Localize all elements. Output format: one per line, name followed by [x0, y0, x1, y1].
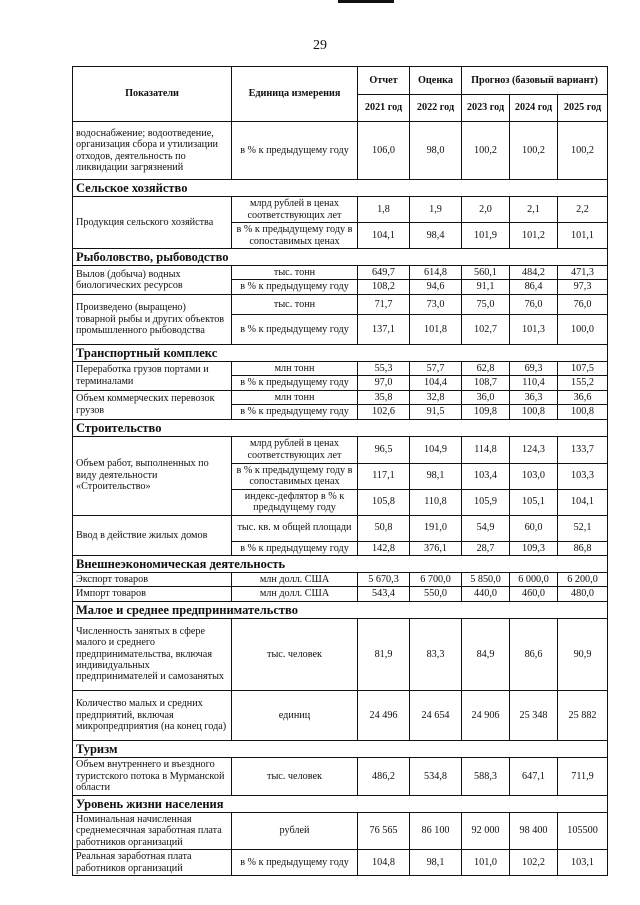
value-cell: 81,9: [358, 618, 410, 690]
section-row: [73, 344, 608, 361]
value-cell: 36,6: [558, 390, 608, 404]
value-cell: 100,2: [462, 122, 510, 180]
unit-cell: тыс. кв. м общей площади: [232, 515, 358, 541]
value-cell: 54,9: [462, 515, 510, 541]
unit-cell: в % к предыдущему году: [232, 850, 358, 876]
indicator-name: Переработка грузов портами и терминалами: [73, 361, 232, 390]
value-cell: 86 100: [410, 812, 462, 849]
value-cell: 25 348: [510, 690, 558, 740]
value-cell: 36,3: [510, 390, 558, 404]
unit-cell: тыс. человек: [232, 757, 358, 795]
value-cell: 647,1: [510, 757, 558, 795]
unit-cell: в % к предыдущему году: [232, 405, 358, 419]
value-cell: 55,3: [358, 361, 410, 375]
value-cell: 649,7: [358, 266, 410, 280]
table-row: [73, 197, 608, 223]
value-cell: 110,4: [510, 376, 558, 390]
value-cell: 24 496: [358, 690, 410, 740]
value-cell: 108,2: [358, 280, 410, 294]
value-cell: 105,8: [358, 489, 410, 515]
value-cell: 83,3: [410, 618, 462, 690]
section-title: Строительство: [73, 419, 608, 436]
value-cell: 98,1: [410, 463, 462, 489]
value-cell: 5 850,0: [462, 572, 510, 586]
value-cell: 62,8: [462, 361, 510, 375]
indicator-name: Объем работ, выполненных по виду деятельности «Строительство»: [73, 436, 232, 515]
unit-cell: тыс. тонн: [232, 266, 358, 280]
value-cell: 60,0: [510, 515, 558, 541]
indicator-name: водоснабжение; водоотведение, организация сбора и утилизации отходов, деятельность по ликвидации загрязнений: [73, 122, 232, 180]
unit-cell: в % к предыдущему году в сопоставимых ценах: [232, 223, 358, 249]
value-cell: 75,0: [462, 294, 510, 314]
table-row: [73, 266, 608, 280]
value-cell: 97,3: [558, 280, 608, 294]
section-title: Туризм: [73, 740, 608, 757]
value-cell: 90,9: [558, 618, 608, 690]
unit-cell: млн долл. США: [232, 572, 358, 586]
value-cell: 117,1: [358, 463, 410, 489]
value-cell: 440,0: [462, 587, 510, 601]
header-year-2022: 2022 год: [410, 95, 462, 122]
value-cell: 76,0: [510, 294, 558, 314]
indicator-name: Импорт товаров: [73, 587, 232, 601]
unit-cell: в % к предыдущему году: [232, 314, 358, 344]
top-edge-mark: [338, 0, 394, 3]
value-cell: 101,3: [510, 314, 558, 344]
unit-cell: в % к предыдущему году: [232, 122, 358, 180]
indicator-name: Ввод в действие жилых домов: [73, 515, 232, 555]
value-cell: 36,0: [462, 390, 510, 404]
value-cell: 92 000: [462, 812, 510, 849]
value-cell: 57,7: [410, 361, 462, 375]
header-year-2023: 2023 год: [462, 95, 510, 122]
value-cell: 543,4: [358, 587, 410, 601]
value-cell: 98 400: [510, 812, 558, 849]
value-cell: 103,0: [510, 463, 558, 489]
value-cell: 94,6: [410, 280, 462, 294]
page-number: 29: [313, 38, 327, 53]
value-cell: 6 700,0: [410, 572, 462, 586]
indicator-name: Объем внутреннего и въездного туристского потока в Мурманской области: [73, 757, 232, 795]
value-cell: 137,1: [358, 314, 410, 344]
value-cell: 24 654: [410, 690, 462, 740]
indicator-name: Количество малых и средних предприятий, включая микропредприятия (на конец года): [73, 690, 232, 740]
unit-cell: индекс-дефлятор в % к предыдущему году: [232, 489, 358, 515]
section-row: [73, 419, 608, 436]
value-cell: 101,1: [558, 223, 608, 249]
section-row: [73, 601, 608, 618]
value-cell: 486,2: [358, 757, 410, 795]
indicator-name: Численность занятых в сфере малого и среднего предпринимательства, включая индивидуальных предпринимателей и самозанятых: [73, 618, 232, 690]
value-cell: 98,0: [410, 122, 462, 180]
value-cell: 98,1: [410, 850, 462, 876]
value-cell: 110,8: [410, 489, 462, 515]
header-forecast: Прогноз (базовый вариант): [462, 67, 608, 95]
section-row: [73, 249, 608, 266]
unit-cell: единиц: [232, 690, 358, 740]
value-cell: 102,7: [462, 314, 510, 344]
value-cell: 484,2: [510, 266, 558, 280]
value-cell: 100,8: [558, 405, 608, 419]
value-cell: 133,7: [558, 436, 608, 463]
value-cell: 73,0: [410, 294, 462, 314]
table-row: [73, 618, 608, 690]
section-title: Сельское хозяйство: [73, 180, 608, 197]
unit-cell: рублей: [232, 812, 358, 849]
value-cell: 711,9: [558, 757, 608, 795]
header-year-2024: 2024 год: [510, 95, 558, 122]
section-title: Транспортный комплекс: [73, 344, 608, 361]
header-indicators: Показатели: [73, 67, 232, 122]
value-cell: 588,3: [462, 757, 510, 795]
value-cell: 104,9: [410, 436, 462, 463]
value-cell: 2,0: [462, 197, 510, 223]
value-cell: 142,8: [358, 541, 410, 555]
value-cell: 106,0: [358, 122, 410, 180]
table-row: [73, 572, 608, 586]
unit-cell: млн тонн: [232, 390, 358, 404]
table-row: [73, 850, 608, 876]
value-cell: 76,0: [558, 294, 608, 314]
value-cell: 105500: [558, 812, 608, 849]
section-row: [73, 180, 608, 197]
header-row-1: [73, 67, 608, 95]
unit-cell: млрд рублей в ценах соответствующих лет: [232, 197, 358, 223]
value-cell: 84,9: [462, 618, 510, 690]
value-cell: 97,0: [358, 376, 410, 390]
value-cell: 76 565: [358, 812, 410, 849]
header-report: Отчет: [358, 67, 410, 95]
value-cell: 86,8: [558, 541, 608, 555]
header-unit: Единица измерения: [232, 67, 358, 122]
value-cell: 69,3: [510, 361, 558, 375]
value-cell: 105,1: [510, 489, 558, 515]
value-cell: 28,7: [462, 541, 510, 555]
value-cell: 550,0: [410, 587, 462, 601]
value-cell: 100,8: [510, 405, 558, 419]
value-cell: 86,4: [510, 280, 558, 294]
table-row: [73, 587, 608, 601]
unit-cell: тыс. человек: [232, 618, 358, 690]
value-cell: 101,0: [462, 850, 510, 876]
table-row: [73, 436, 608, 463]
value-cell: 91,5: [410, 405, 462, 419]
indicator-name: Продукция сельского хозяйства: [73, 197, 232, 249]
value-cell: 98,4: [410, 223, 462, 249]
table-row: [73, 757, 608, 795]
header-estimate: Оценка: [410, 67, 462, 95]
value-cell: 52,1: [558, 515, 608, 541]
value-cell: 100,0: [558, 314, 608, 344]
section-row: [73, 795, 608, 812]
value-cell: 124,3: [510, 436, 558, 463]
value-cell: 104,1: [558, 489, 608, 515]
value-cell: 614,8: [410, 266, 462, 280]
value-cell: 1,8: [358, 197, 410, 223]
value-cell: 1,9: [410, 197, 462, 223]
value-cell: 102,6: [358, 405, 410, 419]
value-cell: 6 000,0: [510, 572, 558, 586]
indicator-name: Произведено (выращено) товарной рыбы и других объектов промышленного рыбоводства: [73, 294, 232, 344]
value-cell: 32,8: [410, 390, 462, 404]
unit-cell: тыс. тонн: [232, 294, 358, 314]
unit-cell: в % к предыдущему году: [232, 376, 358, 390]
indicator-name: Вылов (добыча) водных биологических ресурсов: [73, 266, 232, 295]
value-cell: 103,4: [462, 463, 510, 489]
value-cell: 35,8: [358, 390, 410, 404]
table-row: [73, 390, 608, 404]
value-cell: 480,0: [558, 587, 608, 601]
value-cell: 50,8: [358, 515, 410, 541]
header-year-2021: 2021 год: [358, 95, 410, 122]
value-cell: 104,1: [358, 223, 410, 249]
value-cell: 104,4: [410, 376, 462, 390]
table-row: [73, 690, 608, 740]
value-cell: 471,3: [558, 266, 608, 280]
table-row: [73, 122, 608, 180]
value-cell: 102,2: [510, 850, 558, 876]
value-cell: 71,7: [358, 294, 410, 314]
section-row: [73, 740, 608, 757]
value-cell: 96,5: [358, 436, 410, 463]
value-cell: 101,9: [462, 223, 510, 249]
section-row: [73, 555, 608, 572]
unit-cell: в % к предыдущему году: [232, 541, 358, 555]
section-title: Рыболовство, рыбоводство: [73, 249, 608, 266]
table-row: [73, 294, 608, 314]
indicator-name: Объем коммерческих перевозок грузов: [73, 390, 232, 419]
value-cell: 91,1: [462, 280, 510, 294]
value-cell: 191,0: [410, 515, 462, 541]
value-cell: 560,1: [462, 266, 510, 280]
section-title: Внешнеэкономическая деятельность: [73, 555, 608, 572]
value-cell: 108,7: [462, 376, 510, 390]
unit-cell: млрд рублей в ценах соответствующих лет: [232, 436, 358, 463]
indicator-name: Реальная заработная плата работников организаций: [73, 850, 232, 876]
header-year-2025: 2025 год: [558, 95, 608, 122]
value-cell: 103,1: [558, 850, 608, 876]
value-cell: 534,8: [410, 757, 462, 795]
unit-cell: в % к предыдущему году: [232, 280, 358, 294]
value-cell: 109,3: [510, 541, 558, 555]
table-row: [73, 515, 608, 541]
section-title: Малое и среднее предпринимательство: [73, 601, 608, 618]
forecast-table: [72, 66, 608, 876]
value-cell: 24 906: [462, 690, 510, 740]
unit-cell: млн долл. США: [232, 587, 358, 601]
value-cell: 100,2: [510, 122, 558, 180]
value-cell: 103,3: [558, 463, 608, 489]
value-cell: 86,6: [510, 618, 558, 690]
indicator-name: Номинальная начисленная среднемесячная заработная плата работников организаций: [73, 812, 232, 849]
value-cell: 109,8: [462, 405, 510, 419]
value-cell: 105,9: [462, 489, 510, 515]
value-cell: 376,1: [410, 541, 462, 555]
value-cell: 25 882: [558, 690, 608, 740]
value-cell: 114,8: [462, 436, 510, 463]
value-cell: 6 200,0: [558, 572, 608, 586]
value-cell: 101,2: [510, 223, 558, 249]
value-cell: 100,2: [558, 122, 608, 180]
value-cell: 2,2: [558, 197, 608, 223]
value-cell: 460,0: [510, 587, 558, 601]
value-cell: 155,2: [558, 376, 608, 390]
value-cell: 2,1: [510, 197, 558, 223]
value-cell: 104,8: [358, 850, 410, 876]
value-cell: 5 670,3: [358, 572, 410, 586]
value-cell: 107,5: [558, 361, 608, 375]
value-cell: 101,8: [410, 314, 462, 344]
unit-cell: в % к предыдущему году в сопоставимых ценах: [232, 463, 358, 489]
table-row: [73, 361, 608, 375]
section-title: Уровень жизни населения: [73, 795, 608, 812]
indicator-name: Экспорт товаров: [73, 572, 232, 586]
table-row: [73, 812, 608, 849]
unit-cell: млн тонн: [232, 361, 358, 375]
